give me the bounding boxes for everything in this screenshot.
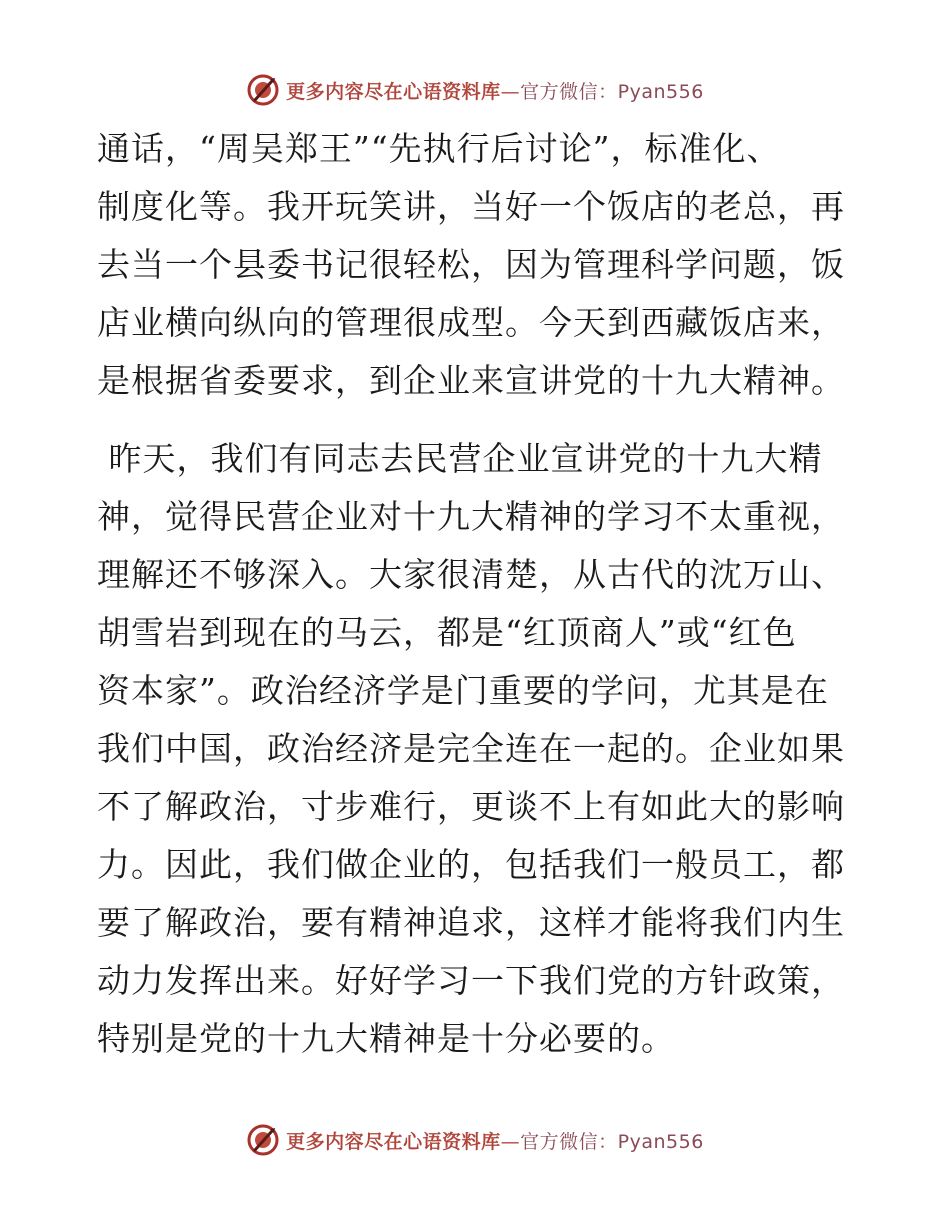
text-line: 特别是党的十九大精神是十分必要的。 (97, 1019, 675, 1058)
footer-banner (0, 1120, 950, 1160)
text-line: 不了解政治，寸步难行，更谈不上有如此大的影响 (97, 787, 845, 826)
header-contact-text: 官方微信：Pyan556 (520, 80, 704, 103)
document-body (97, 120, 857, 1068)
header-separator: — (500, 80, 521, 103)
footer-contact-text: 官方微信：Pyan556 (520, 1130, 704, 1153)
header-banner-text (286, 77, 704, 104)
text-line: 店业横向纵向的管理很成型。今天到西藏饭店来， (97, 303, 845, 342)
header-banner (0, 70, 950, 110)
paragraph-1 (97, 120, 857, 410)
footer-separator: — (500, 1130, 521, 1153)
text-line: 是根据省委要求，到企业来宣讲党的十九大精神。 (97, 361, 845, 400)
text-line: 去当一个县委书记很轻松，因为管理科学问题，饭 (97, 245, 845, 284)
text-line: 神，觉得民营企业对十九大精神的学习不太重视， (97, 497, 845, 536)
text-line: 要了解政治，要有精神追求，这样才能将我们内生 (97, 903, 845, 942)
text-line: 动力发挥出来。好好学习一下我们党的方针政策， (97, 961, 845, 1000)
header-brand-text: 更多内容尽在心语资料库 (286, 80, 501, 103)
brand-logo-icon (246, 1123, 280, 1157)
text-line: 我们中国，政治经济是完全连在一起的。企业如果 (97, 729, 845, 768)
text-line: 通话，“周吴郑王”“先执行后讨论”，标准化、 (97, 129, 781, 168)
text-line: 理解还不够深入。大家很清楚，从古代的沈万山、 (97, 555, 845, 594)
text-line: 资本家”。政治经济学是门重要的学问，尤其是在 (97, 671, 829, 710)
text-line: 力。因此，我们做企业的，包括我们一般员工，都 (97, 845, 845, 884)
footer-brand-text: 更多内容尽在心语资料库 (286, 1130, 501, 1153)
text-line: 胡雪岩到现在的马云，都是“红顶商人”或“红色 (97, 613, 797, 652)
footer-banner-text (286, 1127, 704, 1154)
text-line: 制度化等。我开玩笑讲，当好一个饭店的老总，再 (97, 187, 845, 226)
paragraph-2 (97, 430, 857, 1068)
brand-logo-icon (246, 73, 280, 107)
text-line: 昨天，我们有同志去民营企业宣讲党的十九大精 (97, 439, 823, 478)
paragraph-gap (97, 410, 857, 430)
